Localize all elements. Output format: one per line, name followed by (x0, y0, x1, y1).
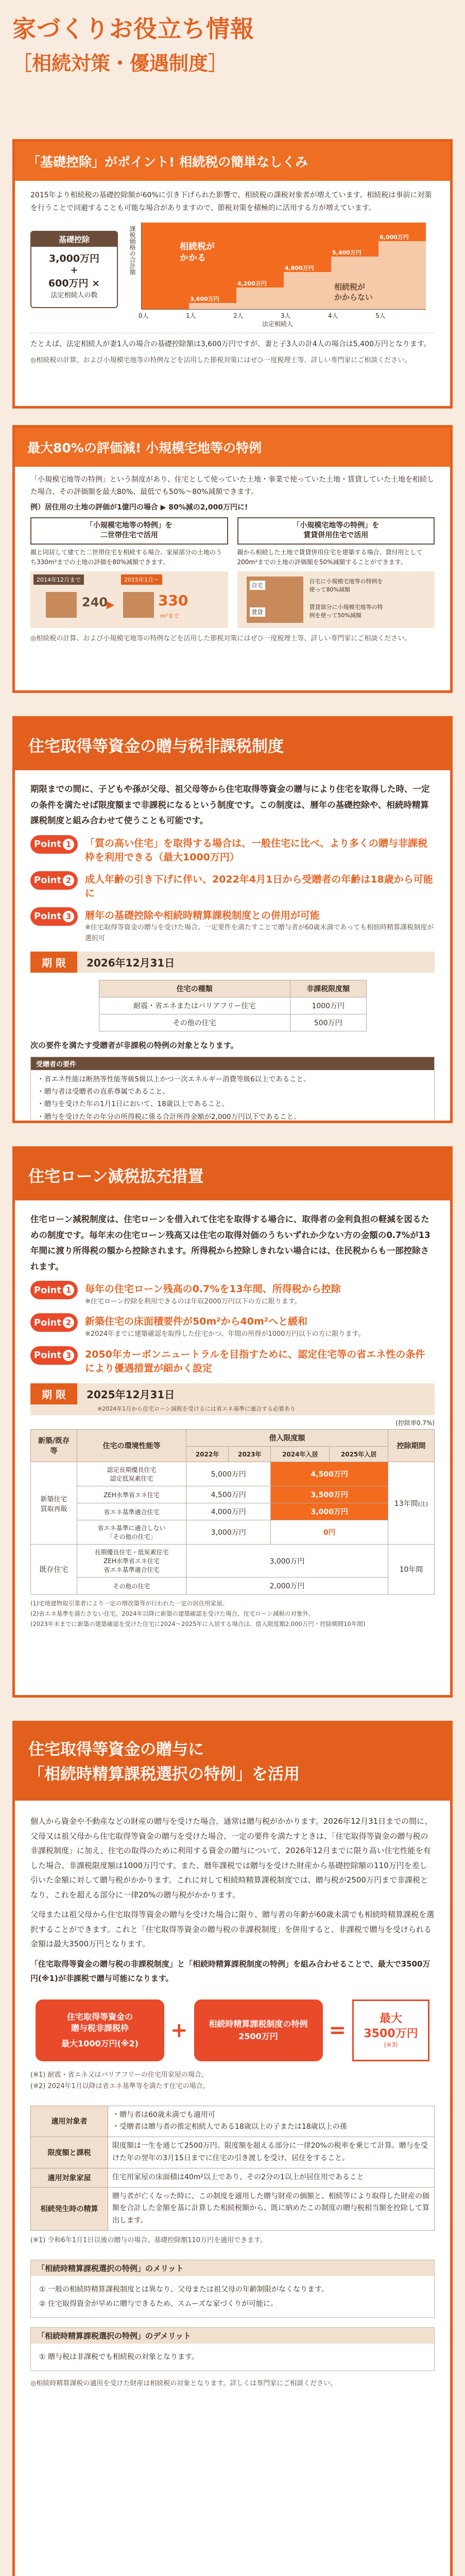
point-text: 2050年カーボンニュートラルを目指すために、認定住宅等の省エネ性の条件により優遇措置が細かく設定 (85, 1348, 425, 1375)
deduction-example: たとえば、法定相続人が妻1人の場合の基礎控除額は3,600万円ですが、妻と子3人の計4人の場合は5,400万円となります。 (30, 333, 435, 351)
merit-item: ① 一般の相続時精算課税制度とは異なり、父母または祖父母の年齢制限がなくなります。 (39, 2285, 329, 2294)
point-item (30, 835, 435, 865)
table-header: 新築/既存等 (31, 1430, 77, 1462)
table-cell: 3,000万円 (271, 1503, 388, 1520)
table-cell: 認定長期優良住宅 認定低炭素住宅 (77, 1462, 186, 1486)
taxable-label: 相続税が かかる (180, 242, 215, 264)
section-intro: 「小規模宅地等の特例」という制度があり、住宅として使っていた土地・事業で使っていた土地・賃貸していた土地を相続した場合、その評価額を最大80%、最低でも50%〜80%減額できます。 (30, 476, 434, 496)
section-intro: 期限までの間に、子どもや孫が父母、祖父母等から住宅取得等資金の贈与により住宅を取得した時、一定の条件を満たせば限度額まで非課税になるという制度です。この制度は、暦年の基礎控除や、相続時精算課税制度と組み合わせて使うことも可能です。 (30, 784, 430, 826)
point-item (30, 871, 435, 901)
requirements-tag: 受贈者の要件 (31, 1057, 434, 1070)
home-reduction: 自宅に小規模宅地等の特例を使って80%減額 (309, 578, 383, 593)
table-row (31, 2137, 435, 2168)
arrow-icon: ▶ (107, 598, 115, 611)
table-cell: 2,000万円 (186, 1578, 388, 1595)
table-cell: 省エネ基準適合住宅 (77, 1503, 186, 1520)
demerit-title: 「相続時精算課税選択の特例」のデメリット (31, 2328, 434, 2344)
table-cell: 1000万円 (290, 997, 366, 1014)
section-settlement-taxation (12, 1721, 453, 2576)
step-value-5: 6,000万円 (380, 234, 409, 241)
deadline-label: 期 限 (30, 1383, 77, 1404)
table-row (31, 1503, 435, 1520)
table-header: 借入限度額 (186, 1430, 388, 1447)
table-cell: その他の住宅 (77, 1578, 186, 1595)
table-cell: 住宅用家屋の床面積は40m²以上であり、その2分の1以上が居住用であること (108, 2168, 435, 2187)
rate-unit: (控除率0.7%) (395, 1419, 435, 1427)
new-area: 330 (158, 592, 188, 609)
rental-title: 「小規模宅地等の特例」を 賃貸併用住宅で活用 (237, 517, 435, 545)
table-cell: 長期優良住宅・低炭素住宅 ZEH水準省エネ住宅 省エネ基準適合住宅 (77, 1545, 186, 1578)
section-title: 住宅取得等資金の贈与に 「相続時精算課税選択の特例」を活用 (15, 1723, 450, 1801)
section-title: 最大80%の評価減! 小規模宅地等の特例 (15, 428, 450, 467)
section-note: ◎相続税の計算、および小規模宅地等の特例などを活用した節税対策にはぜひ一度税理士等、詳しい専門家にご相談ください。 (30, 356, 411, 364)
deduction-per-heir: 600万円 × (48, 278, 100, 289)
deduction-base: 3,000万円 (48, 253, 100, 264)
demerit-item: ① 贈与税は非課税でも相続税の対象となります。 (39, 2353, 199, 2362)
table-header: 2023年 (229, 1447, 271, 1462)
rental-part: 賃貸 (250, 607, 265, 617)
merit-title: 「相続時精算課税選択の特例」のメリット (31, 2260, 434, 2276)
area-unit: m²まで (160, 613, 180, 620)
rental-reduction: 賃貸部分に小規模宅地等の特例を使って50%減額 (309, 604, 383, 619)
deduction-diagram (30, 221, 435, 328)
y-axis-label: 課税価格の合計額 (129, 226, 136, 275)
deduction-heirs: 法定相続人の数 (50, 292, 98, 299)
section-note: ◎相続税の計算、および小規模宅地等の特例などを活用した節税対策にはぜひ一度税理士等、詳しい専門家にご相談ください。 (30, 635, 411, 643)
table-header: 相続発生時の精算 (31, 2187, 108, 2230)
deadline-sub: ※2024年1月から住宅ローン減税を受けるには省エネ基準に適合する必要あり (97, 1405, 296, 1412)
table-header: 控除期間 (388, 1430, 435, 1462)
table-header: 非課税限度額 (290, 980, 366, 997)
deduction-plus: + (70, 265, 78, 276)
point-badge: Point 2 (30, 1313, 78, 1332)
list-item: ・ 省エネ性能は断熱等性能等級5級以上かつ一次エネルギー消費等級6以上であること。 (37, 1073, 428, 1086)
point-text: 新築住宅の床面積要件が50m²から40m²へと緩和 (85, 1316, 308, 1328)
table-row (31, 1578, 435, 1595)
table-row (31, 2187, 435, 2230)
demerit-box (30, 2327, 435, 2371)
point-text: 毎年の住宅ローン残高の0.7%を13年間、所得税から控除 (85, 1283, 341, 1295)
section-title: 住宅ローン減税拡充措置 (15, 1149, 450, 1200)
land-columns (30, 517, 435, 629)
rental-column (237, 517, 435, 629)
special-label: 相続時精算課税制度の特例 2500万円 (209, 2019, 308, 2041)
table-cell: 既存住宅 (31, 1545, 77, 1595)
table-row (31, 2106, 435, 2137)
total-note: (※3) (384, 2041, 398, 2049)
exemption-box (36, 1999, 164, 2061)
table-row (31, 1520, 435, 1545)
table-header: 2025年入居 (330, 1447, 388, 1462)
list-item: ・ 贈与を受けた年の年分の所得税に係る合計所得金額が2,000万円以下であること。 (37, 1111, 428, 1123)
combined-formula (30, 1999, 435, 2061)
table-cell: 3,000万円 (186, 1520, 271, 1545)
period-old: 2014年12月まで (33, 574, 84, 585)
loan-notes (30, 1599, 435, 1629)
deadline-date: 2025年12月31日 (86, 1388, 175, 1401)
land-example: 例）居住用の土地の評価が1億円の場合 ▶ 80%減の2,000万円に! (30, 503, 248, 512)
period-new: 2015年1月〜 (121, 574, 162, 585)
page-title: 家づくりお役立ち情報 (12, 15, 254, 43)
step-value-1: 3,600万円 (190, 296, 219, 302)
point-badge: Point 1 (30, 1281, 78, 1299)
x-tick-4: 4人 (328, 312, 338, 319)
deadline-label: 期 限 (30, 952, 77, 973)
equals-sign: = (329, 2018, 347, 2042)
two-family-column (30, 517, 228, 629)
deduction-formula-box (30, 231, 118, 308)
page-header (12, 10, 453, 76)
step-value-2: 4,200万円 (237, 280, 267, 287)
point-sub: ※2024年までに建築確認を取得した住宅かつ、年間の所得が1000万円以下の方に限ります。 (85, 1330, 365, 1338)
point-text: 成人年齢の引き下げに伴い、2022年4月1日から受贈者の年齢は18歳から可能に (85, 873, 433, 900)
table-row (31, 1486, 435, 1503)
merit-item: ② 住宅取得資金が早めに贈与できるため、スムーズな家づくりが可能に。 (39, 2300, 278, 2309)
two-family-diagram (30, 571, 228, 628)
x-tick-2: 2人 (233, 312, 244, 319)
deadline-date: 2026年12月31日 (86, 956, 175, 969)
table-cell (388, 1462, 435, 1545)
table-cell: ・贈与者は60歳未満でも適用可 ・受贈者は贈与者の推定相続人である18歳以上の子または18歳以上の孫 (108, 2106, 435, 2137)
home-part: 自宅 (250, 581, 265, 590)
period-13: 13年間 (394, 1499, 418, 1508)
period-10: 10年間 (388, 1545, 435, 1595)
section-note: ◎相続時精算課税の適用を受けた財産は相続税の対象となります。詳しくは専門家にご相談ください。 (30, 2380, 337, 2388)
section-intro: 住宅ローン減税制度は、住宅ローンを借入れて住宅を取得する場合に、取得者の金利負担の軽減を図るための制度です。毎年末の住宅ローン残高又は住宅の取得対価のうちいずれか少ない方の金額の0.7%が13年間に渡り所得税の額から控除されます。所得税から控除しきれない場合には、住民税からも一部控除されます。 (30, 1214, 430, 1272)
table-header: 適用対象家屋 (31, 2168, 108, 2187)
table-row (31, 1462, 435, 1486)
two-family-title: 「小規模宅地等の特例」を 二世帯住宅で活用 (30, 517, 228, 545)
table-header: 限度額と課税 (31, 2137, 108, 2168)
section-gift-tax (12, 716, 453, 1123)
deadline-row (30, 952, 435, 973)
table-cell: 4,500万円 (271, 1462, 388, 1486)
point-sub: ※住宅取得等資金の贈与を受けた場合、一定要件を満たすことで贈与者が60歳未満であっても相続時精算課税制度が選択可 (85, 924, 434, 943)
list-item: ・ 贈与者は受贈者の直系尊属であること。 (37, 1086, 428, 1098)
table-cell: 新築住宅 買取再販 (31, 1462, 77, 1545)
note-item: (2023年末までに新築の建築確認を受けた住宅に2024〜2025年に入居する場合は、借入限度額2,000万円・控除期間10年間) (30, 1620, 366, 1628)
section-small-land (12, 425, 453, 693)
section-intro-2: 父母または祖父母から住宅取得等資金の贈与を受けた場合に限り、贈与者の年齢が60歳未満でも相続時精算課税を選択することができます。これと「住宅取得等資金の贈与税の非課税制度」を併用すると、非課税で贈与を受けられる金額は最大3500万円となります。 (30, 1910, 435, 1948)
table-header: 2022年 (186, 1447, 229, 1462)
table-header: 2024年入居 (271, 1447, 330, 1462)
table-cell: 0円 (271, 1520, 388, 1545)
section-intro: 個人から資金や不動産などの財産の贈与を受けた場合、通常は贈与税がかかります。2026年12月31日までの間に、父母又は祖父母から住宅取得等資金の贈与を受けた場合、一定の要件を満たすときは、「住宅取得等資金の贈与税の非課税制度」に加え、住宅の取得のために利用する資金の贈与について、2026年12月までに限り高い住宅性能を有した場合、非課税限度額は1000万円です。また、暦年課税では贈与を受けた財産から基礎控除額の110万円を差し引いた金額に対して贈与税がかかります。これに対して相続時精算課税制度では、贈与税が2500万円まで非課税となり、これを超える部分に一律20%の贈与税がかかります。 (30, 1817, 433, 1900)
merit-box (30, 2260, 435, 2318)
two-family-desc: 親と同居して建てた二世帯住宅を相続する場合、家屋部分の土地のうち330m²までの土地の評価を80%減額できます。 (30, 548, 222, 566)
point-sub: ※住宅ローン控除を利用できるのは年収2000万円以下の方に限ります。 (85, 1297, 301, 1306)
section-intro: 2015年より相続税の基礎控除額が60%に引き下げられた影響で、相続税の課税対象者が増えています。相続税は事前に対策を行うことで回避することも可能な場合がありますので、節税対策を積極的に活用する方が増えています。 (30, 191, 432, 212)
x-tick-0: 0人 (139, 312, 149, 319)
rental-diagram (237, 571, 435, 628)
x-axis-label: 法定相続人 (262, 320, 294, 328)
table-cell: 4,500万円 (186, 1486, 271, 1503)
note-item: (2)省エネ基準を満たさない住宅。2024年以降に新築の建築確認を受けた場合、住宅ローン減税の対象外。 (30, 1609, 315, 1617)
table-cell: 3,000万円 (186, 1545, 388, 1578)
table-cell: 省エネ基準に適合しない 「その他の住宅」 (77, 1520, 186, 1545)
table-row (31, 1545, 435, 1578)
point-badge: Point 3 (30, 1346, 78, 1365)
section-loan-deduction (12, 1146, 453, 1698)
point-list (30, 835, 435, 944)
total-box (352, 1999, 429, 2061)
gift-limit-table (99, 980, 367, 1031)
footnote: (※2) 2024年1月以降は省エネ基準等を満たす住宅の場合。 (30, 2082, 210, 2090)
section-title: 住宅取得等資金の贈与税非課税制度 (15, 719, 450, 770)
deadline-row (30, 1383, 435, 1416)
special-box (194, 1999, 323, 2061)
step-2 (236, 287, 284, 309)
list-item: ・ 贈与を受けた年の1月1日において、18歳以上であること。 (37, 1098, 428, 1110)
table-cell: 5,000万円 (186, 1462, 271, 1486)
point-item (30, 1281, 435, 1307)
table-row (31, 2168, 435, 2187)
house-icon (46, 592, 77, 618)
table-header: 適用対象者 (31, 2106, 108, 2137)
rental-desc: 親から相続した土地で賃貸併用住宅を建築する場合、貸付用として200m²までの土地の評価額を50%減額することができます。 (237, 548, 423, 566)
table-cell: 贈与者が亡くなった時に、この制度を適用した贈与財産の価額と、相続等により取得した財産の価額を合計した金額を基に計算した相続税額から、既に納めたこの制度の贈与税相当額を控除して算出します。 (108, 2187, 435, 2230)
table-row (99, 997, 366, 1014)
table-cell: 耐震・省エネまたはバリアフリー住宅 (99, 997, 290, 1014)
requirements-box (30, 1057, 435, 1123)
point-badge: Point 3 (30, 907, 78, 926)
footnote: (※1) 耐震・省エネ又はバリアフリーの住宅用家屋の場合。 (30, 2071, 208, 2079)
period-mark: (注) (418, 1500, 428, 1507)
x-tick-5: 5人 (375, 312, 386, 319)
point-badge: Point 2 (30, 871, 78, 890)
table-header: 住宅の種類 (99, 980, 290, 997)
step-3 (284, 272, 331, 309)
exemption-value: 最大1000万円(※2) (61, 2039, 139, 2049)
table-footnote: (※1) 令和6年1月1日以後の贈与の場合、基礎控除額110万円を適用できます。 (30, 2236, 267, 2245)
settlement-table (30, 2106, 435, 2231)
requirements-title: 次の要件を満たす受贈者が非課税の特例の対象となります。 (30, 1040, 238, 1050)
x-tick-3: 3人 (281, 312, 291, 319)
point-badge: Point 1 (30, 835, 78, 854)
point-item (30, 1313, 435, 1340)
plus-sign: + (170, 2018, 188, 2042)
point-list (30, 1281, 435, 1376)
old-area: 240 (82, 595, 108, 610)
requirements-list (31, 1070, 434, 1123)
table-cell: 3,500万円 (271, 1486, 388, 1503)
step-value-4: 5,400万円 (332, 249, 361, 256)
nontaxable-label: 相続税が かからない (334, 282, 373, 302)
table-cell: ZEH水準省エネ住宅 (77, 1486, 186, 1503)
point-item (30, 907, 435, 944)
point-text: 「質の高い住宅」を取得する場合は、一般住宅に比べ、より多くの贈与非課税枠を利用できる（最大1000万円） (85, 837, 428, 863)
table-row (99, 1014, 366, 1031)
deduction-box-title: 基礎控除 (31, 232, 117, 247)
point-item (30, 1346, 435, 1376)
step-5 (378, 241, 426, 309)
step-value-3: 4,800万円 (285, 265, 314, 272)
table-cell: 500万円 (290, 1014, 366, 1031)
section-title: 「基礎控除」がポイント! 相続税の簡単なしくみ (15, 142, 450, 181)
page-subtitle: ［相続対策・優遇制度］ (12, 52, 228, 75)
x-tick-1: 1人 (186, 312, 196, 319)
table-cell: その他の住宅 (99, 1014, 290, 1031)
section-intro-3: 「住宅取得等資金の贈与税の非課税制度」と「相続時精算課税制度の特例」を組み合わせることで、最大で3500万円(※1)が非課税で贈与可能になります。 (30, 1959, 430, 1983)
note-item: (1)宅地建物取引業者により一定の増改築等が行われた一定の居住用家屋。 (30, 1600, 229, 1607)
exemption-label: 住宅取得等資金の 贈与税非課税枠 (66, 2011, 133, 2033)
table-cell: 限度額は一生を通じて2500万円。限度額を超える部分に一律20%の税率を乗じて計算。贈与を受けた年の翌年の3月15日までに住宅の引き渡しを受け、居住をすること。 (108, 2137, 435, 2168)
step-1 (189, 303, 236, 309)
total-value: 最大 3500万円 (364, 2012, 418, 2040)
house-icon-new (123, 592, 154, 618)
table-header: 住宅の環境性能等 (77, 1430, 186, 1462)
point-text: 暦年の基礎控除や相続時精算課税制度との併用が可能 (85, 909, 320, 921)
table-cell: 4,000万円 (186, 1503, 271, 1520)
loan-limit-table (30, 1429, 435, 1595)
section-basic-deduction (12, 139, 453, 409)
